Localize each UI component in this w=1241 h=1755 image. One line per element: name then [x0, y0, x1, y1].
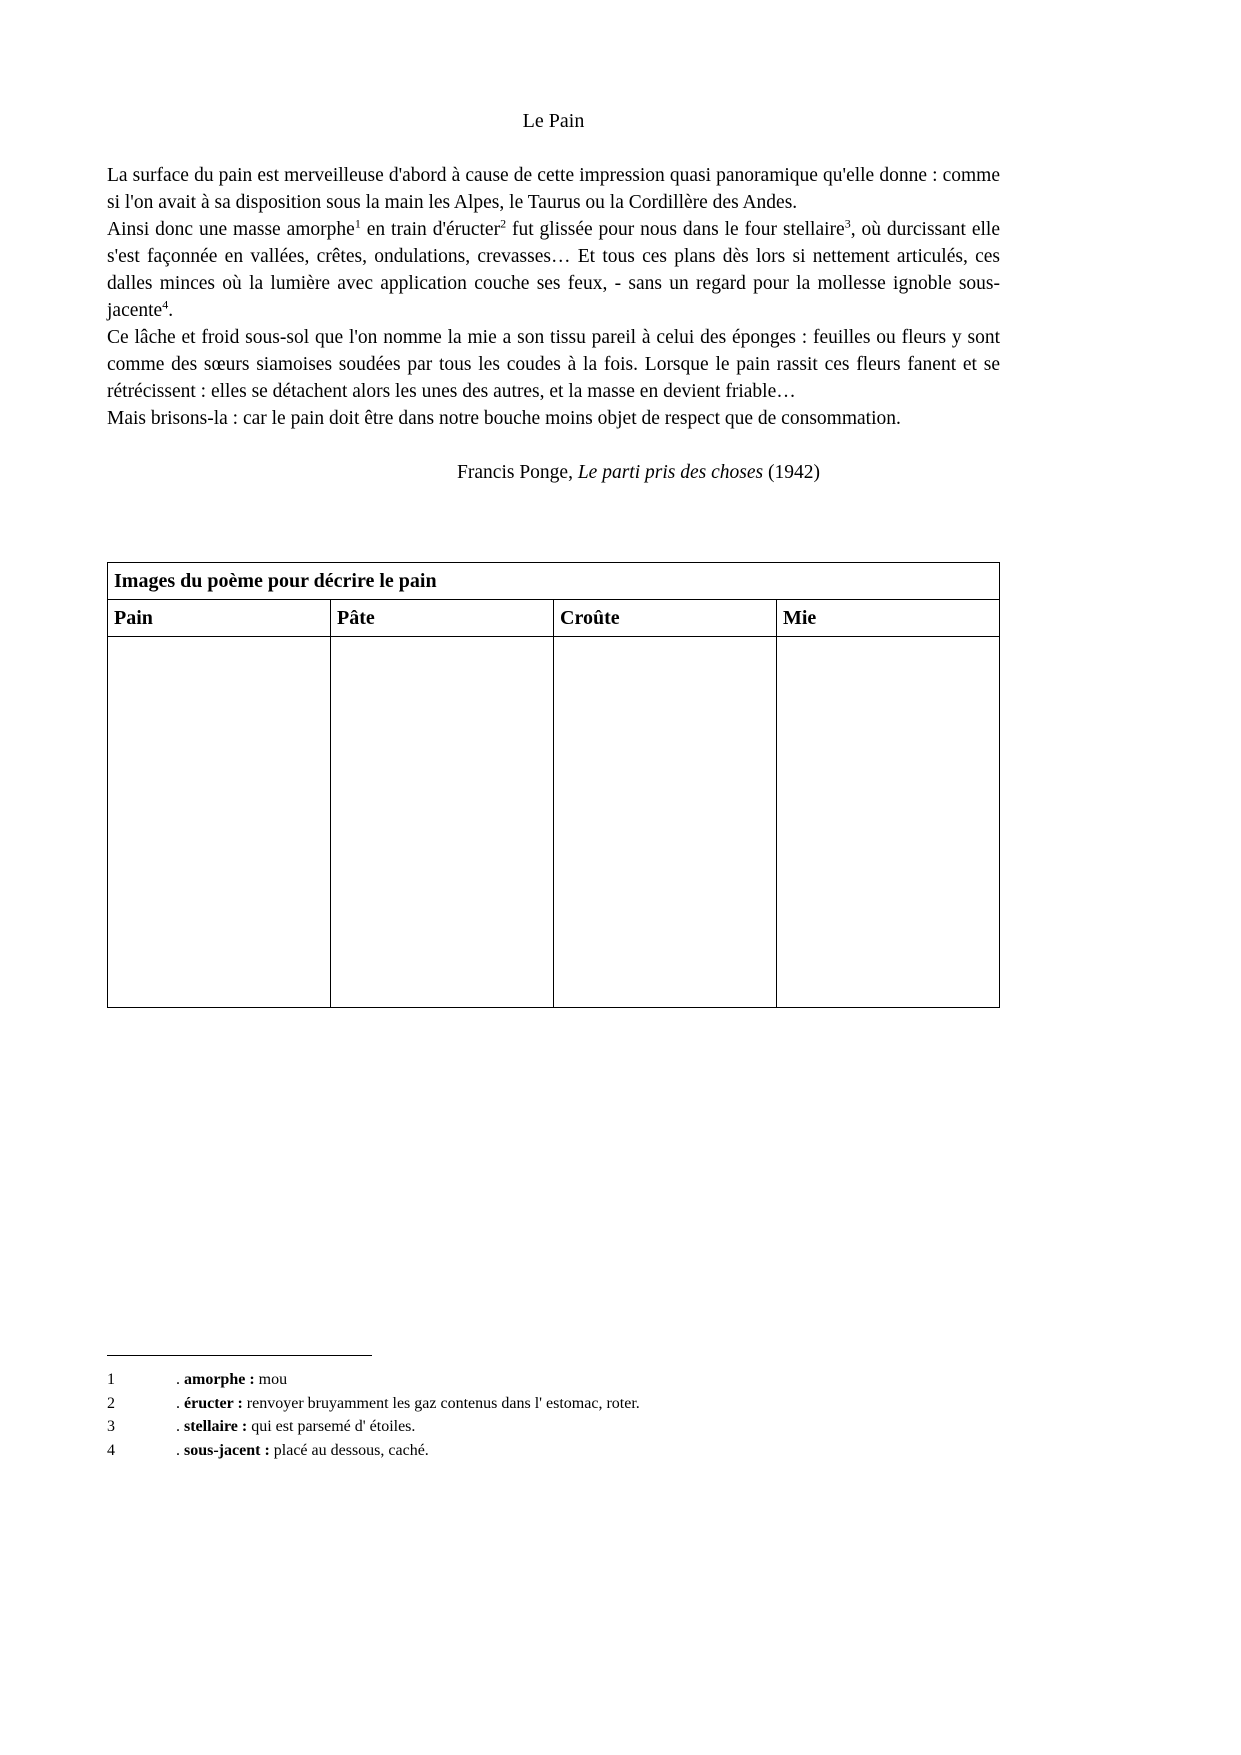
table-body-row — [108, 637, 1000, 1008]
attribution-year: (1942) — [763, 462, 820, 483]
footnote-definition: placé au dessous, caché. — [269, 1441, 429, 1459]
paragraph-text: Ce lâche et froid sous-sol que l'on nomme la mie a son tissu pareil à celui des éponges : feuilles ou fleurs y sont comme des sœurs siamoises soudées par tous les coudes à la fois. Lorsque le pain rassit ces fleurs fanent et se rétrécissent : elles se détachent alors les unes des autres, et la masse en devient friable… — [107, 327, 1000, 402]
footnote-definition: qui est parsemé d' étoiles. — [247, 1418, 416, 1435]
footnote-text — [176, 1415, 415, 1439]
attribution — [107, 459, 1000, 486]
footnote-separator — [107, 1355, 372, 1356]
footnote — [107, 1439, 1000, 1463]
paragraph-text: La surface du pain est merveilleuse d'abord à cause de cette impression quasi panoramique qu'elle donne : comme si l'on avait à sa disposition sous la main les Alpes, le Taurus ou la Cordillère des Andes. — [107, 165, 1000, 213]
document-content — [107, 0, 1000, 1008]
footnote-number: 3 — [107, 1418, 115, 1435]
column-header-pain: Pain — [108, 600, 331, 637]
footnote-definition: mou — [254, 1371, 288, 1388]
footnote-mark: . — [176, 1371, 184, 1388]
poem-body — [107, 162, 1000, 432]
table-cell-croute — [554, 637, 777, 1008]
footnote-ref: 2 — [500, 216, 507, 231]
table-header-row — [108, 600, 1000, 637]
footnote-mark: . — [176, 1441, 184, 1459]
paragraph-text: en train d'éructer — [360, 219, 501, 240]
table-cell-pate — [331, 637, 554, 1008]
footnote-definition: renvoyer bruyamment les gaz contenus dans l' estomac, roter. — [242, 1394, 640, 1412]
table-cell-mie — [777, 637, 1000, 1008]
attribution-work-title: Le parti pris des choses — [577, 462, 764, 483]
footnote-number: 2 — [107, 1394, 115, 1412]
footnote-mark: . — [176, 1394, 184, 1412]
footnote-ref: 4 — [162, 297, 169, 312]
paragraph-text: Ainsi donc une masse amorphe — [107, 219, 355, 240]
footnote — [107, 1392, 1000, 1416]
footnote-term: amorphe : — [184, 1371, 255, 1388]
footnote-mark: . — [176, 1418, 184, 1435]
footnote-term: éructer : — [184, 1394, 243, 1412]
footnotes-section — [107, 1355, 1000, 1462]
poem-paragraph — [107, 216, 1000, 324]
poem-paragraph — [107, 162, 1000, 216]
footnote-number: 4 — [107, 1441, 115, 1459]
footnote-text — [176, 1392, 640, 1416]
table-cell-pain — [108, 637, 331, 1008]
footnote-ref: 3 — [844, 216, 851, 231]
paragraph-text: fut glissée pour nous dans le four stellaire — [506, 219, 845, 240]
paragraph-text: . — [168, 300, 174, 321]
footnote-text — [176, 1368, 287, 1392]
paragraph-text: , où durcissant elle s'est façonnée en vallées, crêtes, ondulations, crevasses… Et tous ces plans dès lors si nettement articulés, ces dalles minces où la lumière avec application couche ses feux, - sans un regard pour la mollesse ignoble sous-jacente — [107, 219, 1000, 321]
paragraph-text: Mais brisons-la : car le pain doit être dans notre bouche moins objet de respect que de consommation. — [107, 408, 901, 429]
footnote-text — [176, 1439, 429, 1463]
images-table — [107, 562, 1000, 1008]
poem-paragraph — [107, 405, 1000, 432]
table-caption: Images du poème pour décrire le pain — [108, 563, 1000, 600]
footnote — [107, 1368, 1000, 1392]
poem-title: Le Pain — [522, 110, 585, 132]
table-caption-row — [108, 563, 1000, 600]
column-header-mie: Mie — [777, 600, 1000, 637]
footnote-term: sous-jacent : — [184, 1441, 270, 1459]
attribution-author: Francis Ponge, — [457, 462, 578, 483]
poem-paragraph — [107, 324, 1000, 405]
column-header-pate: Pâte — [331, 600, 554, 637]
column-header-croute: Croûte — [554, 600, 777, 637]
footnote-term: stellaire : — [184, 1418, 248, 1435]
footnote-number: 1 — [107, 1371, 115, 1388]
footnote — [107, 1415, 1000, 1439]
footnote-ref: 1 — [354, 216, 361, 231]
